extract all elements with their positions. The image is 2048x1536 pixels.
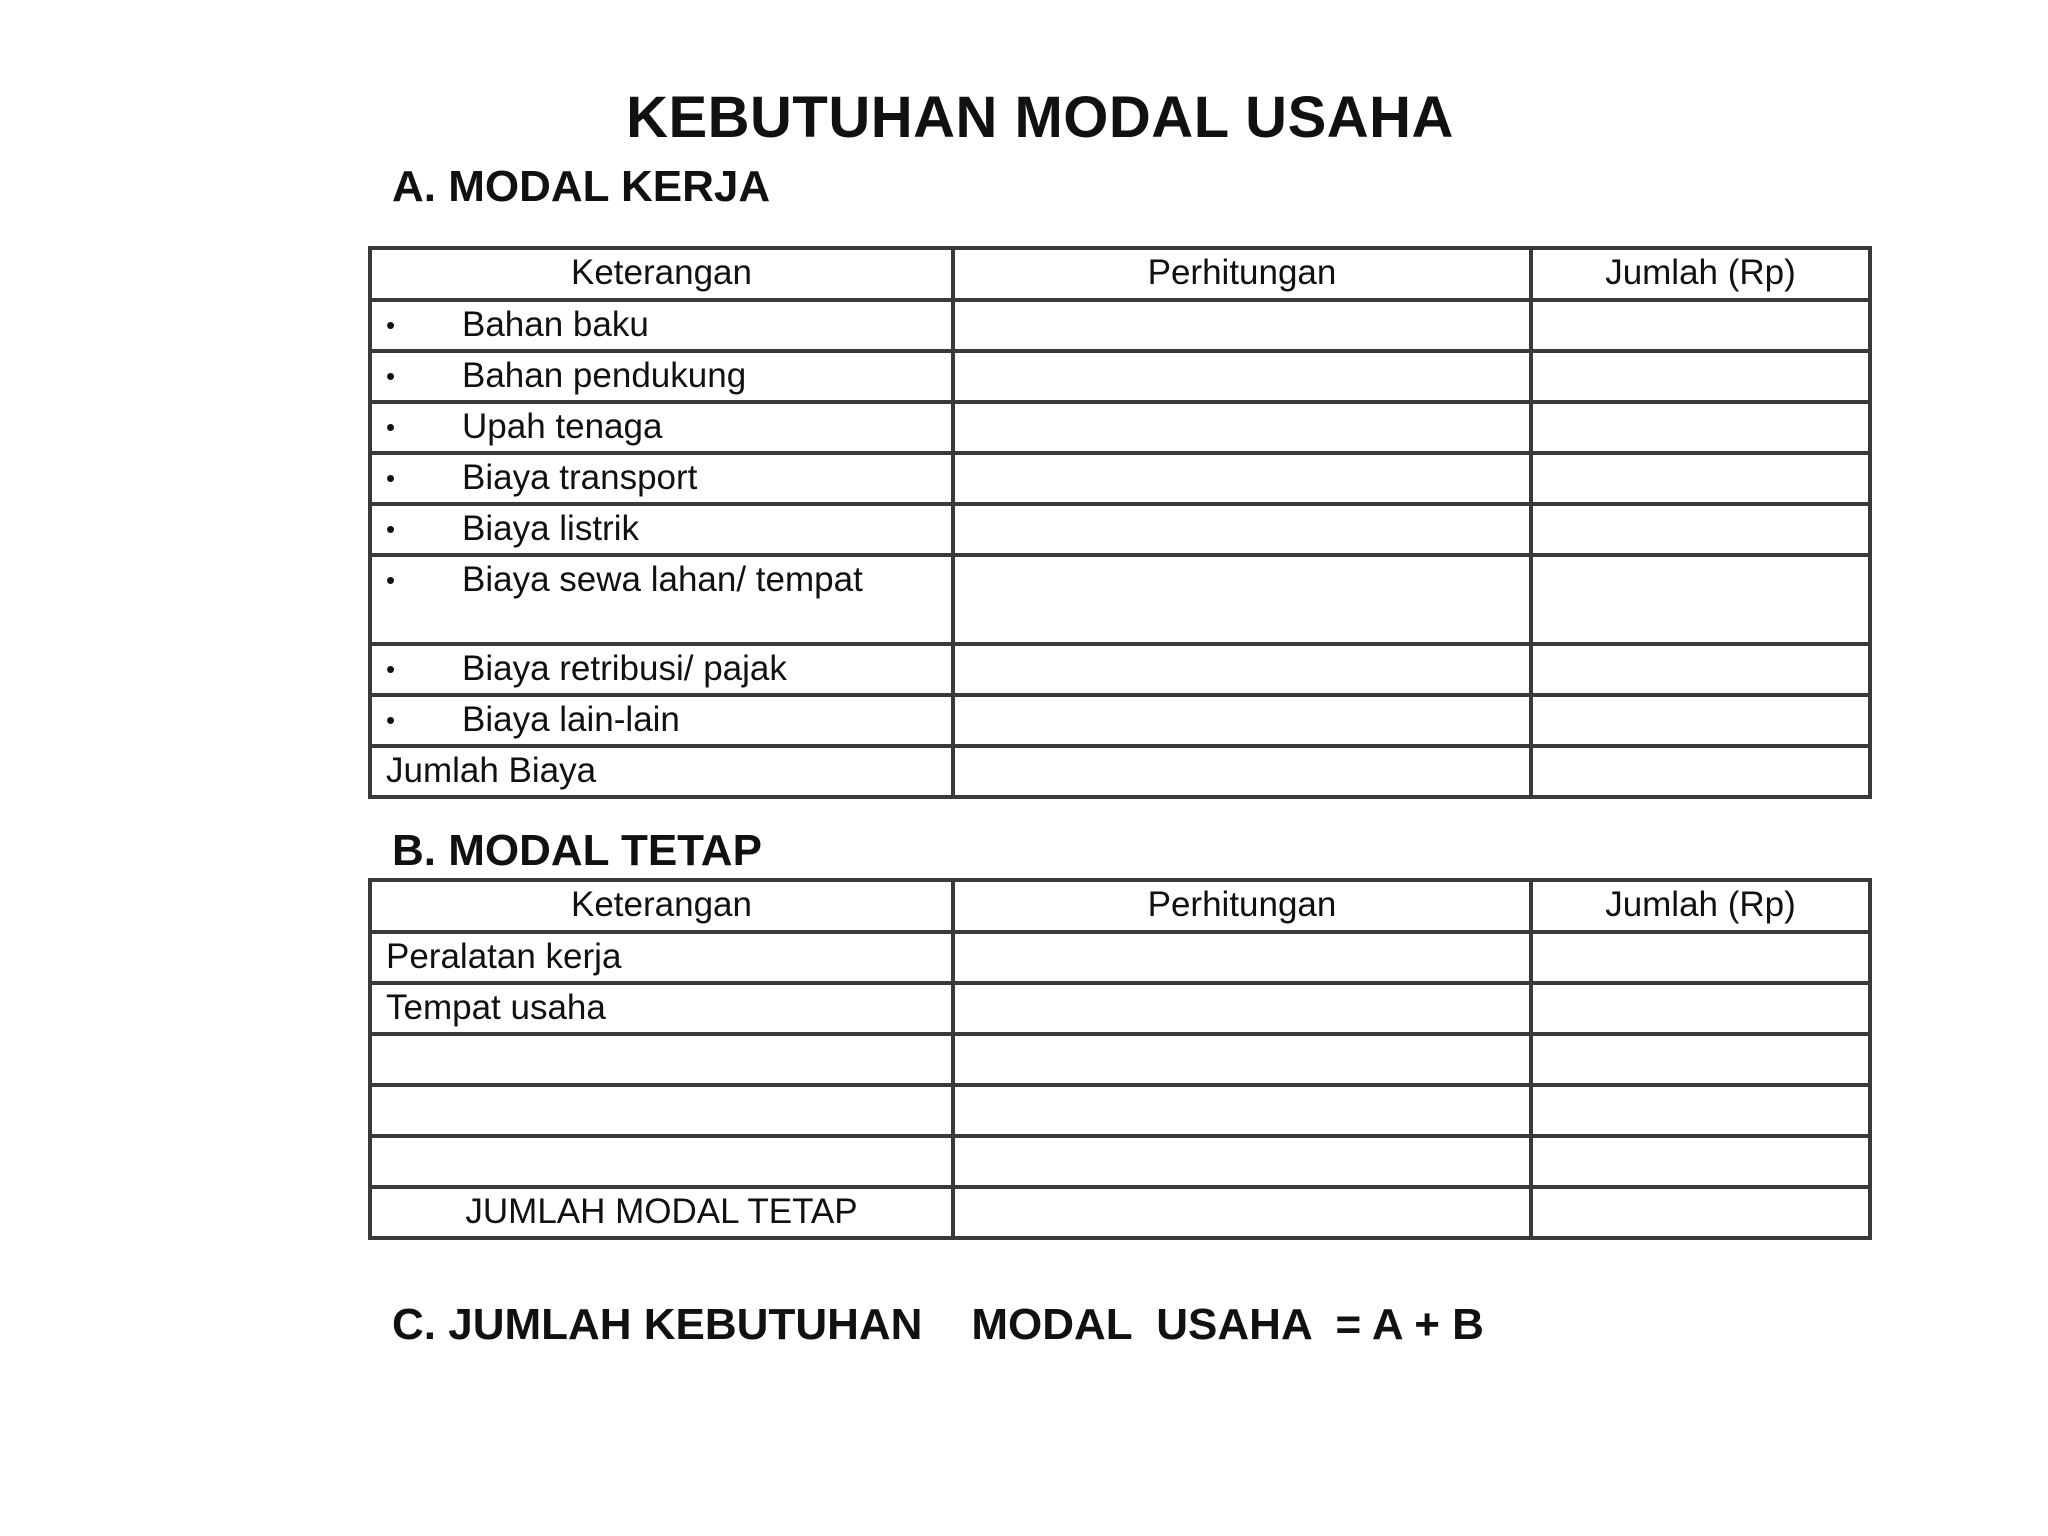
- table-row: [370, 1085, 1870, 1136]
- column-header-perhitungan: Perhitungan: [953, 248, 1531, 300]
- bullet-icon: •: [386, 654, 396, 684]
- item-label: Biaya retribusi/ pajak: [462, 649, 787, 688]
- perhitungan-cell[interactable]: [953, 1136, 1531, 1187]
- table-row: [370, 932, 1870, 983]
- item-label[interactable]: [370, 1136, 953, 1187]
- item-cell: [370, 300, 953, 351]
- section-a-heading: A. MODAL KERJA: [392, 162, 771, 211]
- item-label: Peralatan kerja: [370, 932, 953, 983]
- modal-tetap-table: [368, 878, 1872, 1240]
- item-label[interactable]: [370, 1085, 953, 1136]
- jumlah-cell[interactable]: [1531, 402, 1870, 453]
- total-row: [370, 746, 1870, 797]
- bullet-icon: •: [386, 514, 396, 544]
- table-row: [370, 504, 1870, 555]
- perhitungan-cell[interactable]: [953, 983, 1531, 1034]
- total-label: Jumlah Biaya: [370, 746, 953, 797]
- table-row: [370, 402, 1870, 453]
- column-header-jumlah: Jumlah (Rp): [1531, 880, 1870, 932]
- table-header-row: [370, 248, 1870, 300]
- bullet-icon: •: [386, 310, 396, 340]
- item-cell: [370, 402, 953, 453]
- perhitungan-cell[interactable]: [953, 932, 1531, 983]
- table-row: [370, 300, 1870, 351]
- item-label: Bahan pendukung: [462, 356, 747, 395]
- jumlah-cell[interactable]: [1531, 746, 1870, 797]
- item-label: Biaya lain-lain: [462, 700, 680, 739]
- item-label: Upah tenaga: [462, 407, 663, 446]
- bullet-icon: •: [386, 463, 396, 493]
- perhitungan-cell[interactable]: [953, 644, 1531, 695]
- table-row: [370, 555, 1870, 644]
- item-cell: [370, 453, 953, 504]
- table-header-row: [370, 880, 1870, 932]
- perhitungan-cell[interactable]: [953, 746, 1531, 797]
- jumlah-cell[interactable]: [1531, 1136, 1870, 1187]
- item-label: Biaya sewa lahan/ tempat: [462, 560, 863, 599]
- jumlah-cell[interactable]: [1531, 555, 1870, 644]
- table-row: [370, 695, 1870, 746]
- item-cell: [370, 504, 953, 555]
- item-cell: [370, 695, 953, 746]
- perhitungan-cell[interactable]: [953, 351, 1531, 402]
- perhitungan-cell[interactable]: [953, 695, 1531, 746]
- bullet-icon: •: [386, 412, 396, 442]
- perhitungan-cell[interactable]: [953, 1034, 1531, 1085]
- item-label: Biaya listrik: [462, 509, 639, 548]
- total-label: JUMLAH MODAL TETAP: [370, 1187, 953, 1238]
- item-cell: [370, 351, 953, 402]
- jumlah-cell[interactable]: [1531, 983, 1870, 1034]
- perhitungan-cell[interactable]: [953, 402, 1531, 453]
- bullet-icon: •: [386, 361, 396, 391]
- perhitungan-cell[interactable]: [953, 504, 1531, 555]
- jumlah-cell[interactable]: [1531, 695, 1870, 746]
- perhitungan-cell[interactable]: [953, 1085, 1531, 1136]
- bullet-icon: •: [386, 565, 396, 595]
- jumlah-cell[interactable]: [1531, 1034, 1870, 1085]
- item-label: Bahan baku: [462, 305, 649, 344]
- jumlah-cell[interactable]: [1531, 453, 1870, 504]
- total-row: [370, 1187, 1870, 1238]
- section-b-heading: B. MODAL TETAP: [392, 826, 762, 875]
- item-label: Biaya transport: [462, 458, 698, 497]
- jumlah-cell[interactable]: [1531, 932, 1870, 983]
- jumlah-cell[interactable]: [1531, 1187, 1870, 1238]
- bullet-icon: •: [386, 705, 396, 735]
- column-header-perhitungan: Perhitungan: [953, 880, 1531, 932]
- jumlah-cell[interactable]: [1531, 644, 1870, 695]
- item-cell: [370, 644, 953, 695]
- section-c-heading: C. JUMLAH KEBUTUHAN MODAL USAHA = A + B: [392, 1300, 1484, 1349]
- column-header-keterangan: Keterangan: [370, 880, 953, 932]
- table-row: [370, 1136, 1870, 1187]
- jumlah-cell[interactable]: [1531, 1085, 1870, 1136]
- perhitungan-cell[interactable]: [953, 1187, 1531, 1238]
- column-header-keterangan: Keterangan: [370, 248, 953, 300]
- page-title: KEBUTUHAN MODAL USAHA: [626, 85, 1454, 150]
- perhitungan-cell[interactable]: [953, 453, 1531, 504]
- table-row: [370, 644, 1870, 695]
- modal-kerja-table: [368, 246, 1872, 799]
- table-row: [370, 983, 1870, 1034]
- table-row: [370, 1034, 1870, 1085]
- item-label: Tempat usaha: [370, 983, 953, 1034]
- table-row: [370, 351, 1870, 402]
- jumlah-cell[interactable]: [1531, 351, 1870, 402]
- perhitungan-cell[interactable]: [953, 300, 1531, 351]
- jumlah-cell[interactable]: [1531, 504, 1870, 555]
- jumlah-cell[interactable]: [1531, 300, 1870, 351]
- perhitungan-cell[interactable]: [953, 555, 1531, 644]
- column-header-jumlah: Jumlah (Rp): [1531, 248, 1870, 300]
- item-cell: [370, 555, 953, 644]
- item-label[interactable]: [370, 1034, 953, 1085]
- table-row: [370, 453, 1870, 504]
